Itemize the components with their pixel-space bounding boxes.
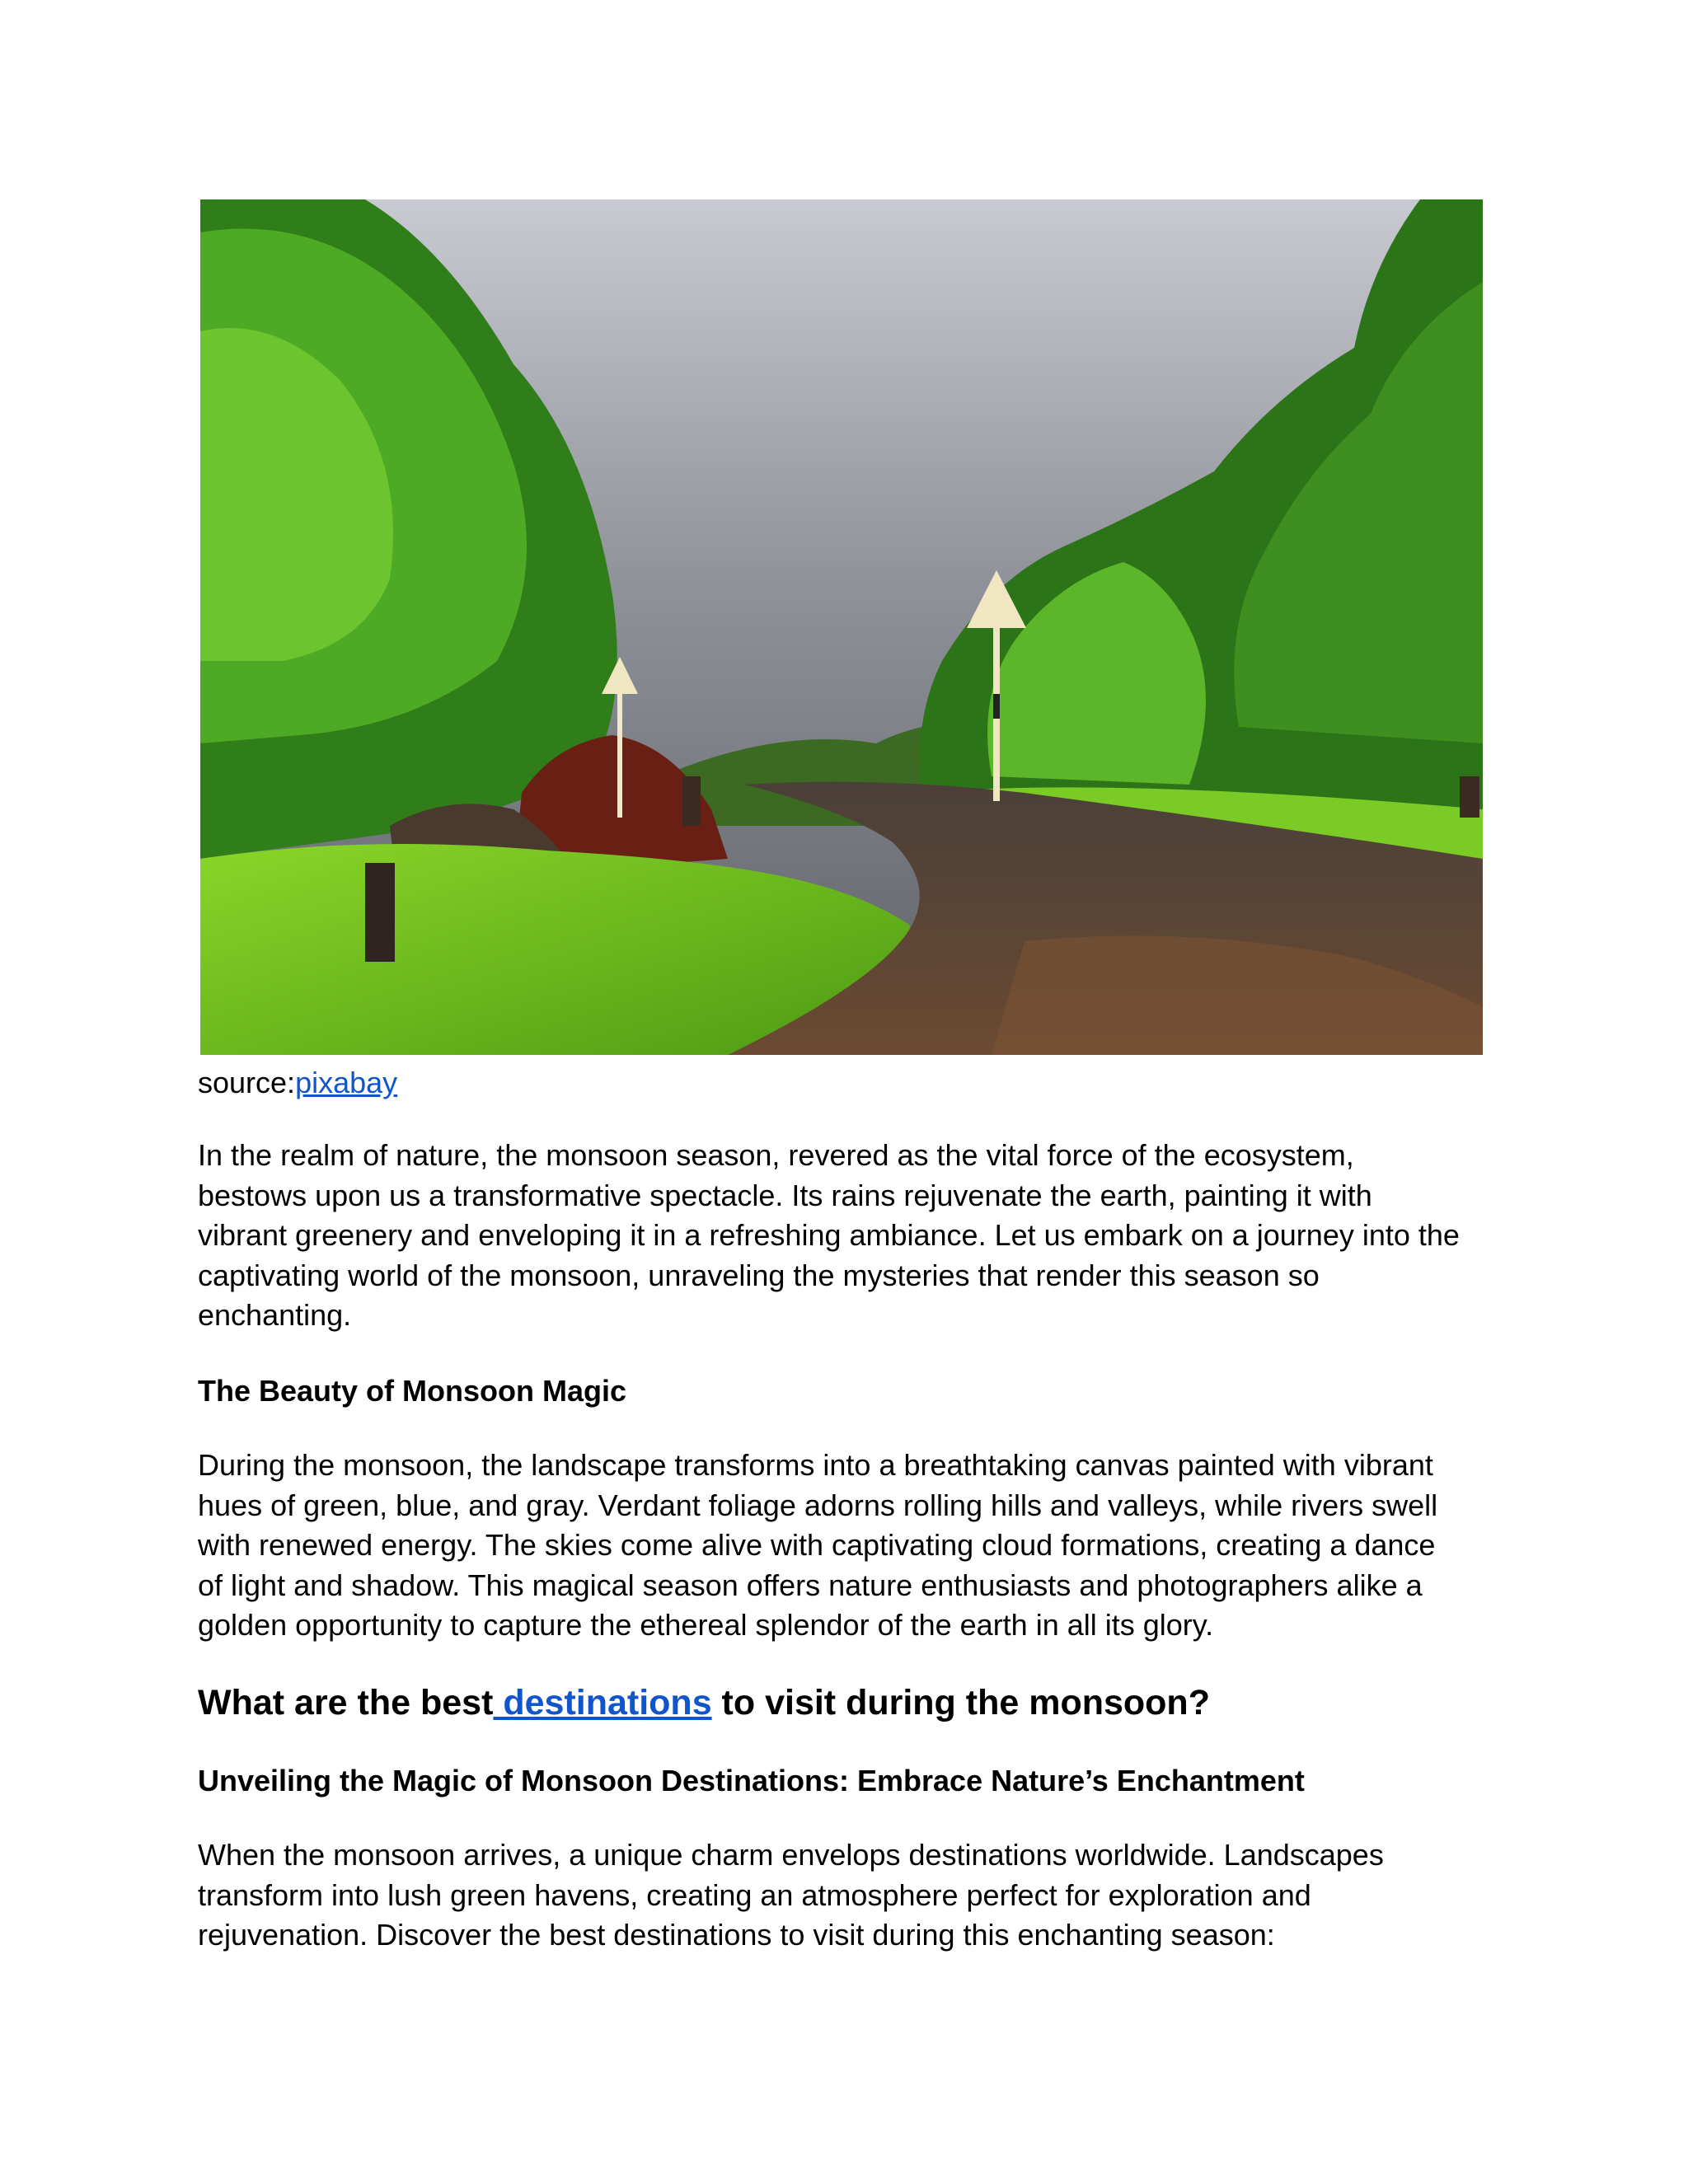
pixabay-link[interactable]: pixabay — [295, 1066, 398, 1099]
intro-line: vibrant greenery and enveloping it in a refreshing ambiance. Let us embark on a journey into the — [198, 1218, 1460, 1252]
section-heading-beauty: The Beauty of Monsoon Magic — [198, 1374, 627, 1408]
intro-paragraph — [198, 1136, 1500, 1336]
section-heading-destinations — [198, 1678, 1210, 1727]
photo-caption — [198, 1063, 397, 1103]
destinations-paragraph — [198, 1835, 1500, 1956]
heading-text-before: What are the best — [198, 1683, 494, 1722]
intro-line: captivating world of the monsoon, unraveling the mysteries that render this season so — [198, 1258, 1320, 1292]
beauty-line: golden opportunity to capture the ethereal splendor of the earth in all its glory. — [198, 1608, 1214, 1642]
intro-line: bestows upon us a transformative spectacle. Its rains rejuvenate the earth, painting it with — [198, 1178, 1372, 1212]
destinations-link[interactable]: destinations — [493, 1683, 712, 1722]
subheading-unveiling: Unveiling the Magic of Monsoon Destinations: Embrace Nature’s Enchantment — [198, 1764, 1305, 1797]
caption-prefix: source: — [198, 1066, 296, 1099]
monsoon-road-photo — [200, 199, 1483, 1055]
beauty-line: of light and shadow. This magical season offers nature enthusiasts and photographers alike a — [198, 1568, 1423, 1602]
destinations-line: When the monsoon arrives, a unique charm envelops destinations worldwide. Landscapes — [198, 1838, 1384, 1872]
heading-text-after: to visit during the monsoon? — [711, 1683, 1210, 1722]
destinations-line: transform into lush green havens, creating an atmosphere perfect for exploration and — [198, 1877, 1311, 1912]
beauty-line: During the monsoon, the landscape transforms into a breathtaking canvas painted with vibrant — [198, 1448, 1433, 1482]
intro-line: In the realm of nature, the monsoon season, revered as the vital force of the ecosystem, — [198, 1138, 1354, 1172]
photo-illustration — [200, 199, 1483, 1055]
beauty-line: with renewed energy. The skies come alive with captivating cloud formations, creating a dance — [198, 1528, 1436, 1562]
intro-line: enchanting. — [198, 1298, 352, 1332]
destinations-line: rejuvenation. Discover the best destinations to visit during this enchanting season: — [198, 1918, 1275, 1952]
beauty-paragraph — [198, 1446, 1500, 1646]
beauty-line: hues of green, blue, and gray. Verdant foliage adorns rolling hills and valleys, while rivers swell — [198, 1488, 1438, 1522]
